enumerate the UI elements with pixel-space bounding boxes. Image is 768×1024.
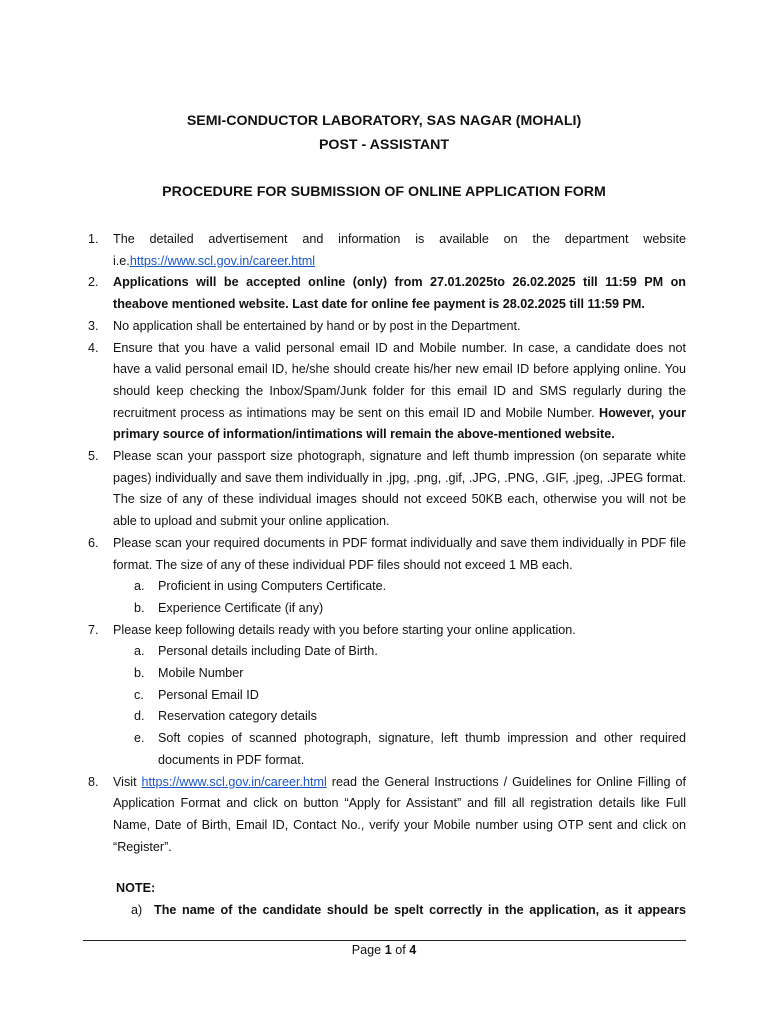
page-footer bbox=[0, 943, 768, 957]
item-number: 1. bbox=[88, 232, 99, 246]
note-item bbox=[116, 900, 686, 922]
item-text: Please scan your passport size photograph, signature and left thumb impression (on separate white pages) individually and save them individually in .jpg, .png, .gif, .JPG, .PNG, .GIF, .jpeg, .JPEG format. The size of any of these individual images should not exceed 50KB each, otherwise you will not be able to upload and submit your online application. bbox=[113, 449, 686, 529]
sub-item-text: Reservation category details bbox=[158, 709, 317, 724]
note-item-letter: a) bbox=[131, 903, 143, 918]
item-number: 6. bbox=[88, 535, 99, 550]
list-item-1 bbox=[88, 229, 686, 272]
list-item-5 bbox=[88, 446, 686, 533]
sub-item bbox=[88, 598, 686, 620]
org-title: SEMI-CONDUCTOR LABORATORY, SAS NAGAR (MOHALI) bbox=[186, 113, 582, 129]
sub-item bbox=[88, 663, 686, 685]
item-text: read the General Instructions / Guidelines for Online Filling of Application Format and click on button “Apply for Assistant” and fill all registration details like Full Name, Date of Birth, Email ID, Contact No., verify your Mobile number using OTP sent and click on “Register”. bbox=[113, 774, 686, 854]
sub-item-text: Personal Email ID bbox=[158, 687, 259, 702]
item-number: 5. bbox=[88, 449, 99, 464]
sub-item-text: Personal details including Date of Birth. bbox=[158, 644, 378, 659]
item-text: Applications will be accepted online (only) from 27.01.2025to 26.02.2025 till 11:59 PM on theabove mentioned website. Last date for online fee payment is 28.02.2025 till 11:59 PM. bbox=[113, 275, 686, 312]
item-number: 7. bbox=[88, 622, 99, 637]
procedure-list bbox=[88, 229, 686, 922]
list-item-4 bbox=[88, 338, 686, 447]
list-item-3 bbox=[88, 316, 686, 338]
item-text: Please scan your required documents in PDF format individually and save them individually in PDF file format. The size of any of these individual PDF files should not exceed 1 MB each. bbox=[113, 535, 686, 572]
of-word: of bbox=[391, 943, 410, 957]
sub-item-letter: a. bbox=[134, 644, 145, 659]
item-text: Ensure that you have a valid personal email ID and Mobile number. In case, a candidate does not have a valid personal email ID, he/she should create his/her new email ID before applying online. You should keep checking the Inbox/Spam/Junk folder for this email ID and SMS regularly during the recruitment process as intimations may be sent on this email ID and Mobile Number. bbox=[113, 340, 686, 420]
note-label: NOTE: bbox=[116, 881, 156, 896]
sub-item bbox=[88, 728, 686, 771]
item-number: 2. bbox=[88, 275, 99, 290]
sub-item-text: Mobile Number bbox=[158, 666, 244, 681]
item-text: Visit bbox=[113, 774, 142, 789]
career-link[interactable]: https://www.scl.gov.in/career.html bbox=[141, 774, 327, 789]
item-number: 4. bbox=[88, 340, 99, 355]
list-item-6 bbox=[88, 533, 686, 576]
sub-item bbox=[88, 576, 686, 598]
section-title: PROCEDURE FOR SUBMISSION OF ONLINE APPLICATION FORM bbox=[162, 184, 606, 200]
page-word: Page bbox=[351, 943, 385, 957]
sub-item-letter: b. bbox=[134, 600, 145, 615]
page-number: 1 bbox=[384, 943, 392, 957]
sub-item-letter: b. bbox=[134, 666, 145, 681]
item-text: The detailed advertisement and information is available on the department website i.e. bbox=[113, 232, 686, 268]
item-number: 3. bbox=[88, 318, 99, 333]
note-item-text: The name of the candidate should be spelt correctly in the application, as it appears bbox=[154, 903, 686, 918]
sub-item-letter: e. bbox=[134, 731, 145, 746]
item-text: No application shall be entertained by hand or by post in the Department. bbox=[113, 318, 521, 333]
item-text-bold: However, your primary source of information/intimations will remain the above-mentioned website. bbox=[113, 405, 687, 442]
sub-item bbox=[88, 706, 686, 728]
sub-item-letter: d. bbox=[134, 709, 145, 724]
sub-item-text: Soft copies of scanned photograph, signature, left thumb impression and other required documents in PDF format. bbox=[158, 731, 686, 767]
footer-divider bbox=[83, 940, 686, 941]
page-total: 4 bbox=[409, 943, 417, 957]
post-title: POST - ASSISTANT bbox=[318, 137, 450, 153]
list-item-2 bbox=[88, 272, 686, 315]
sub-item-letter: c. bbox=[134, 687, 144, 702]
item-number: 8. bbox=[88, 774, 99, 789]
sub-item bbox=[88, 685, 686, 707]
career-link[interactable]: https://www.scl.gov.in/career.html bbox=[129, 253, 316, 268]
list-item-7 bbox=[88, 620, 686, 642]
note-section bbox=[88, 878, 686, 921]
sub-item-letter: a. bbox=[134, 579, 145, 594]
item-text: Please keep following details ready with you before starting your online application. bbox=[113, 622, 576, 637]
sub-item-text: Proficient in using Computers Certificate. bbox=[158, 579, 387, 594]
sub-item-text: Experience Certificate (if any) bbox=[158, 600, 324, 615]
list-item-8 bbox=[88, 772, 686, 859]
sub-item bbox=[88, 641, 686, 663]
